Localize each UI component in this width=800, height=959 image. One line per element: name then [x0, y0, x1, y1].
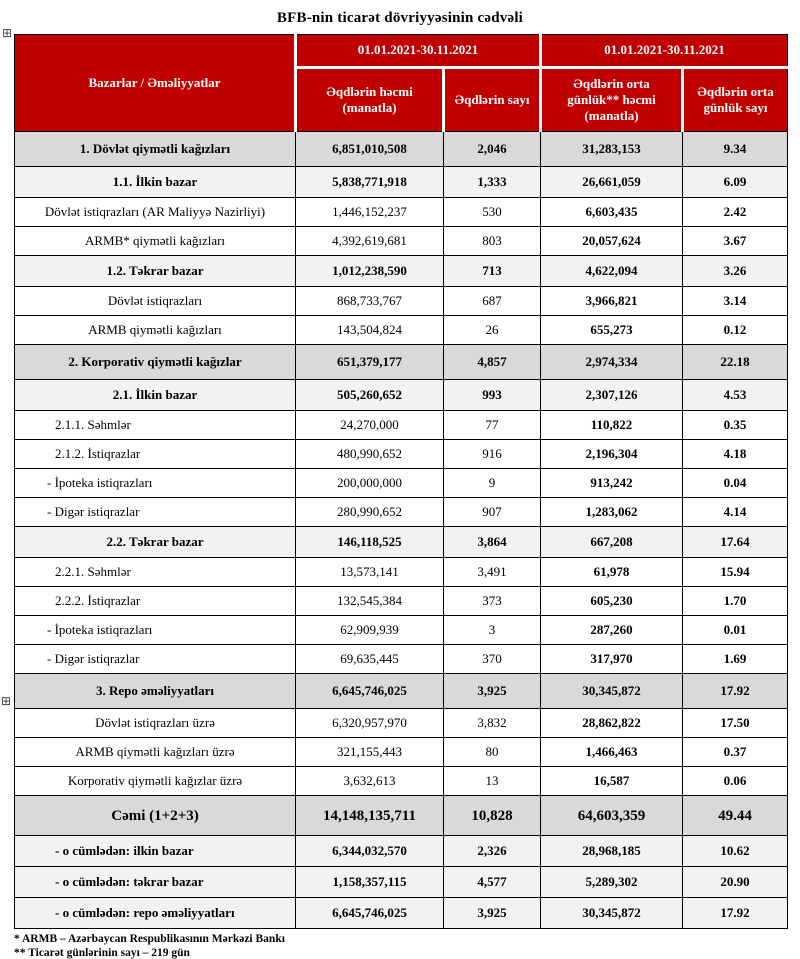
volume-cell: 6,320,957,970: [296, 709, 444, 738]
market-label-cell: Cəmi (1+2+3): [15, 796, 296, 836]
volume-cell: 1,158,357,115: [296, 867, 444, 898]
table-row: [15, 527, 788, 558]
table-row: [15, 498, 788, 527]
count-cell: 10,828: [444, 796, 541, 836]
daily-count-cell: 20.90: [683, 867, 788, 898]
daily-volume-cell: 317,970: [541, 645, 683, 674]
table-row: [15, 316, 788, 345]
market-label-cell: 2.2.1. Səhmlər: [15, 558, 296, 587]
daily-count-cell: 10.62: [683, 836, 788, 867]
market-label-cell: 2.2.2. İstiqrazlar: [15, 587, 296, 616]
daily-count-cell: 17.92: [683, 674, 788, 709]
daily-volume-cell: 667,208: [541, 527, 683, 558]
volume-cell: 24,270,000: [296, 411, 444, 440]
daily-volume-cell: 28,968,185: [541, 836, 683, 867]
daily-count-cell: 0.37: [683, 738, 788, 767]
daily-volume-cell: 31,283,153: [541, 132, 683, 167]
market-label-cell: Dövlət istiqrazları (AR Maliyyə Nazirliyi): [15, 198, 296, 227]
count-cell: 77: [444, 411, 541, 440]
daily-volume-cell: 1,283,062: [541, 498, 683, 527]
volume-cell: 280,990,652: [296, 498, 444, 527]
table-header: [15, 35, 788, 132]
volume-cell: 6,645,746,025: [296, 674, 444, 709]
volume-cell: 146,118,525: [296, 527, 444, 558]
daily-volume-cell: 28,862,822: [541, 709, 683, 738]
daily-count-cell: 22.18: [683, 345, 788, 380]
table-row: [15, 836, 788, 867]
count-cell: 3,925: [444, 898, 541, 929]
daily-volume-cell: 5,289,302: [541, 867, 683, 898]
market-label-cell: - o cümlədən: ilkin bazar: [15, 836, 296, 867]
volume-cell: 132,545,384: [296, 587, 444, 616]
daily-volume-cell: 2,974,334: [541, 345, 683, 380]
count-cell: 373: [444, 587, 541, 616]
table-row: [15, 587, 788, 616]
count-cell: 713: [444, 256, 541, 287]
market-label-cell: - Digər istiqrazlar: [15, 645, 296, 674]
daily-volume-cell: 655,273: [541, 316, 683, 345]
daily-count-cell: 6.09: [683, 167, 788, 198]
table-row: [15, 738, 788, 767]
count-cell: 916: [444, 440, 541, 469]
daily-volume-cell: 20,057,624: [541, 227, 683, 256]
market-label-cell: ARMB* qiymətli kağızları: [15, 227, 296, 256]
volume-cell: 651,379,177: [296, 345, 444, 380]
header-volume: Əqdlərin həcmi (manatla): [296, 68, 444, 132]
market-label-cell: 2.2. Təkrar bazar: [15, 527, 296, 558]
trade-turnover-table: [14, 34, 788, 929]
volume-cell: 1,012,238,590: [296, 256, 444, 287]
market-label-cell: 1.2. Təkrar bazar: [15, 256, 296, 287]
footnotes: [14, 932, 800, 959]
count-cell: 3,491: [444, 558, 541, 587]
table-row: [15, 227, 788, 256]
daily-volume-cell: 1,466,463: [541, 738, 683, 767]
count-cell: 80: [444, 738, 541, 767]
daily-count-cell: 0.12: [683, 316, 788, 345]
market-label-cell: 1. Dövlət qiymətli kağızları: [15, 132, 296, 167]
table-handle-icon[interactable]: ⊞: [1, 694, 12, 708]
table-row: [15, 411, 788, 440]
daily-volume-cell: 4,622,094: [541, 256, 683, 287]
daily-volume-cell: 6,603,435: [541, 198, 683, 227]
daily-volume-cell: 3,966,821: [541, 287, 683, 316]
daily-count-cell: 15.94: [683, 558, 788, 587]
volume-cell: 6,344,032,570: [296, 836, 444, 867]
volume-cell: 321,155,443: [296, 738, 444, 767]
table-row: [15, 674, 788, 709]
daily-count-cell: 3.14: [683, 287, 788, 316]
daily-count-cell: 2.42: [683, 198, 788, 227]
volume-cell: 143,504,824: [296, 316, 444, 345]
table-row: [15, 558, 788, 587]
header-daily-count: Əqdlərin orta günlük sayı: [683, 68, 788, 132]
daily-count-cell: 0.04: [683, 469, 788, 498]
market-label-cell: - o cümlədən: repo əməliyyatları: [15, 898, 296, 929]
table-row: [15, 198, 788, 227]
table-row: [15, 796, 788, 836]
market-label-cell: Dövlət istiqrazları üzrə: [15, 709, 296, 738]
daily-count-cell: 4.53: [683, 380, 788, 411]
table-row: [15, 167, 788, 198]
count-cell: 4,577: [444, 867, 541, 898]
daily-volume-cell: 64,603,359: [541, 796, 683, 836]
table-row: [15, 469, 788, 498]
count-cell: 3: [444, 616, 541, 645]
daily-count-cell: 0.06: [683, 767, 788, 796]
header-period-first: 01.01.2021-30.11.2021: [296, 35, 541, 68]
volume-cell: 1,446,152,237: [296, 198, 444, 227]
market-label-cell: 1.1. İlkin bazar: [15, 167, 296, 198]
market-label-cell: 2.1.2. İstiqrazlar: [15, 440, 296, 469]
daily-count-cell: 17.64: [683, 527, 788, 558]
volume-cell: 6,851,010,508: [296, 132, 444, 167]
count-cell: 687: [444, 287, 541, 316]
daily-volume-cell: 30,345,872: [541, 898, 683, 929]
table-row: [15, 440, 788, 469]
volume-cell: 6,645,746,025: [296, 898, 444, 929]
footnote-trading-days: ** Ticarət günlərinin sayı – 219 gün: [14, 947, 190, 959]
volume-cell: 505,260,652: [296, 380, 444, 411]
daily-count-cell: 9.34: [683, 132, 788, 167]
market-label-cell: - İpoteka istiqrazları: [15, 469, 296, 498]
count-cell: 4,857: [444, 345, 541, 380]
daily-volume-cell: 26,661,059: [541, 167, 683, 198]
market-label-cell: 2.1.1. Səhmlər: [15, 411, 296, 440]
table-row: [15, 898, 788, 929]
daily-volume-cell: 913,242: [541, 469, 683, 498]
market-label-cell: ARMB qiymətli kağızları: [15, 316, 296, 345]
market-label-cell: 2.1. İlkin bazar: [15, 380, 296, 411]
table-row: [15, 767, 788, 796]
count-cell: 907: [444, 498, 541, 527]
table-row: [15, 645, 788, 674]
daily-volume-cell: 605,230: [541, 587, 683, 616]
table-row: [15, 345, 788, 380]
volume-cell: 14,148,135,711: [296, 796, 444, 836]
volume-cell: 4,392,619,681: [296, 227, 444, 256]
volume-cell: 200,000,000: [296, 469, 444, 498]
footnote-armb: * ARMB – Azərbaycan Respublikasının Mərkəzi Bankı: [14, 933, 285, 945]
daily-count-cell: 0.35: [683, 411, 788, 440]
daily-volume-cell: 16,587: [541, 767, 683, 796]
count-cell: 370: [444, 645, 541, 674]
daily-volume-cell: 2,196,304: [541, 440, 683, 469]
daily-count-cell: 49.44: [683, 796, 788, 836]
daily-volume-cell: 287,260: [541, 616, 683, 645]
daily-volume-cell: 110,822: [541, 411, 683, 440]
table-row: [15, 709, 788, 738]
daily-count-cell: 17.92: [683, 898, 788, 929]
market-label-cell: - İpoteka istiqrazları: [15, 616, 296, 645]
count-cell: 803: [444, 227, 541, 256]
count-cell: 530: [444, 198, 541, 227]
header-count: Əqdlərin sayı: [444, 68, 541, 132]
table-row: [15, 256, 788, 287]
daily-volume-cell: 61,978: [541, 558, 683, 587]
daily-count-cell: 3.26: [683, 256, 788, 287]
volume-cell: 13,573,141: [296, 558, 444, 587]
volume-cell: 868,733,767: [296, 287, 444, 316]
header-daily-volume: Əqdlərin orta günlük** həcmi (manatla): [541, 68, 683, 132]
market-label-cell: - o cümlədən: təkrar bazar: [15, 867, 296, 898]
table-body: [15, 132, 788, 929]
daily-volume-cell: 30,345,872: [541, 674, 683, 709]
daily-count-cell: 17.50: [683, 709, 788, 738]
header-period-second: 01.01.2021-30.11.2021: [541, 35, 788, 68]
table-row: [15, 287, 788, 316]
page-title: BFB-nin ticarət dövriyyəsinin cədvəli: [276, 10, 524, 26]
market-label-cell: 3. Repo əməliyyatları: [15, 674, 296, 709]
daily-count-cell: 1.69: [683, 645, 788, 674]
count-cell: 3,864: [444, 527, 541, 558]
market-label-cell: Korporativ qiymətli kağızlar üzrə: [15, 767, 296, 796]
count-cell: 3,832: [444, 709, 541, 738]
count-cell: 1,333: [444, 167, 541, 198]
count-cell: 26: [444, 316, 541, 345]
market-label-cell: Dövlət istiqrazları: [15, 287, 296, 316]
market-label-cell: - Digər istiqrazlar: [15, 498, 296, 527]
table-row: [15, 867, 788, 898]
count-cell: 2,046: [444, 132, 541, 167]
market-label-cell: ARMB qiymətli kağızları üzrə: [15, 738, 296, 767]
volume-cell: 3,632,613: [296, 767, 444, 796]
header-markets: Bazarlar / Əməliyyatlar: [15, 35, 296, 132]
table-row: [15, 380, 788, 411]
daily-count-cell: 4.14: [683, 498, 788, 527]
volume-cell: 5,838,771,918: [296, 167, 444, 198]
market-label-cell: 2. Korporativ qiymətli kağızlar: [15, 345, 296, 380]
daily-count-cell: 4.18: [683, 440, 788, 469]
count-cell: 3,925: [444, 674, 541, 709]
table-row: [15, 616, 788, 645]
daily-volume-cell: 2,307,126: [541, 380, 683, 411]
volume-cell: 62,909,939: [296, 616, 444, 645]
count-cell: 13: [444, 767, 541, 796]
table-handle-icon[interactable]: ⊞: [2, 26, 13, 40]
count-cell: 993: [444, 380, 541, 411]
volume-cell: 480,990,652: [296, 440, 444, 469]
table-row: [15, 132, 788, 167]
volume-cell: 69,635,445: [296, 645, 444, 674]
count-cell: 9: [444, 469, 541, 498]
daily-count-cell: 3.67: [683, 227, 788, 256]
daily-count-cell: 0.01: [683, 616, 788, 645]
daily-count-cell: 1.70: [683, 587, 788, 616]
count-cell: 2,326: [444, 836, 541, 867]
